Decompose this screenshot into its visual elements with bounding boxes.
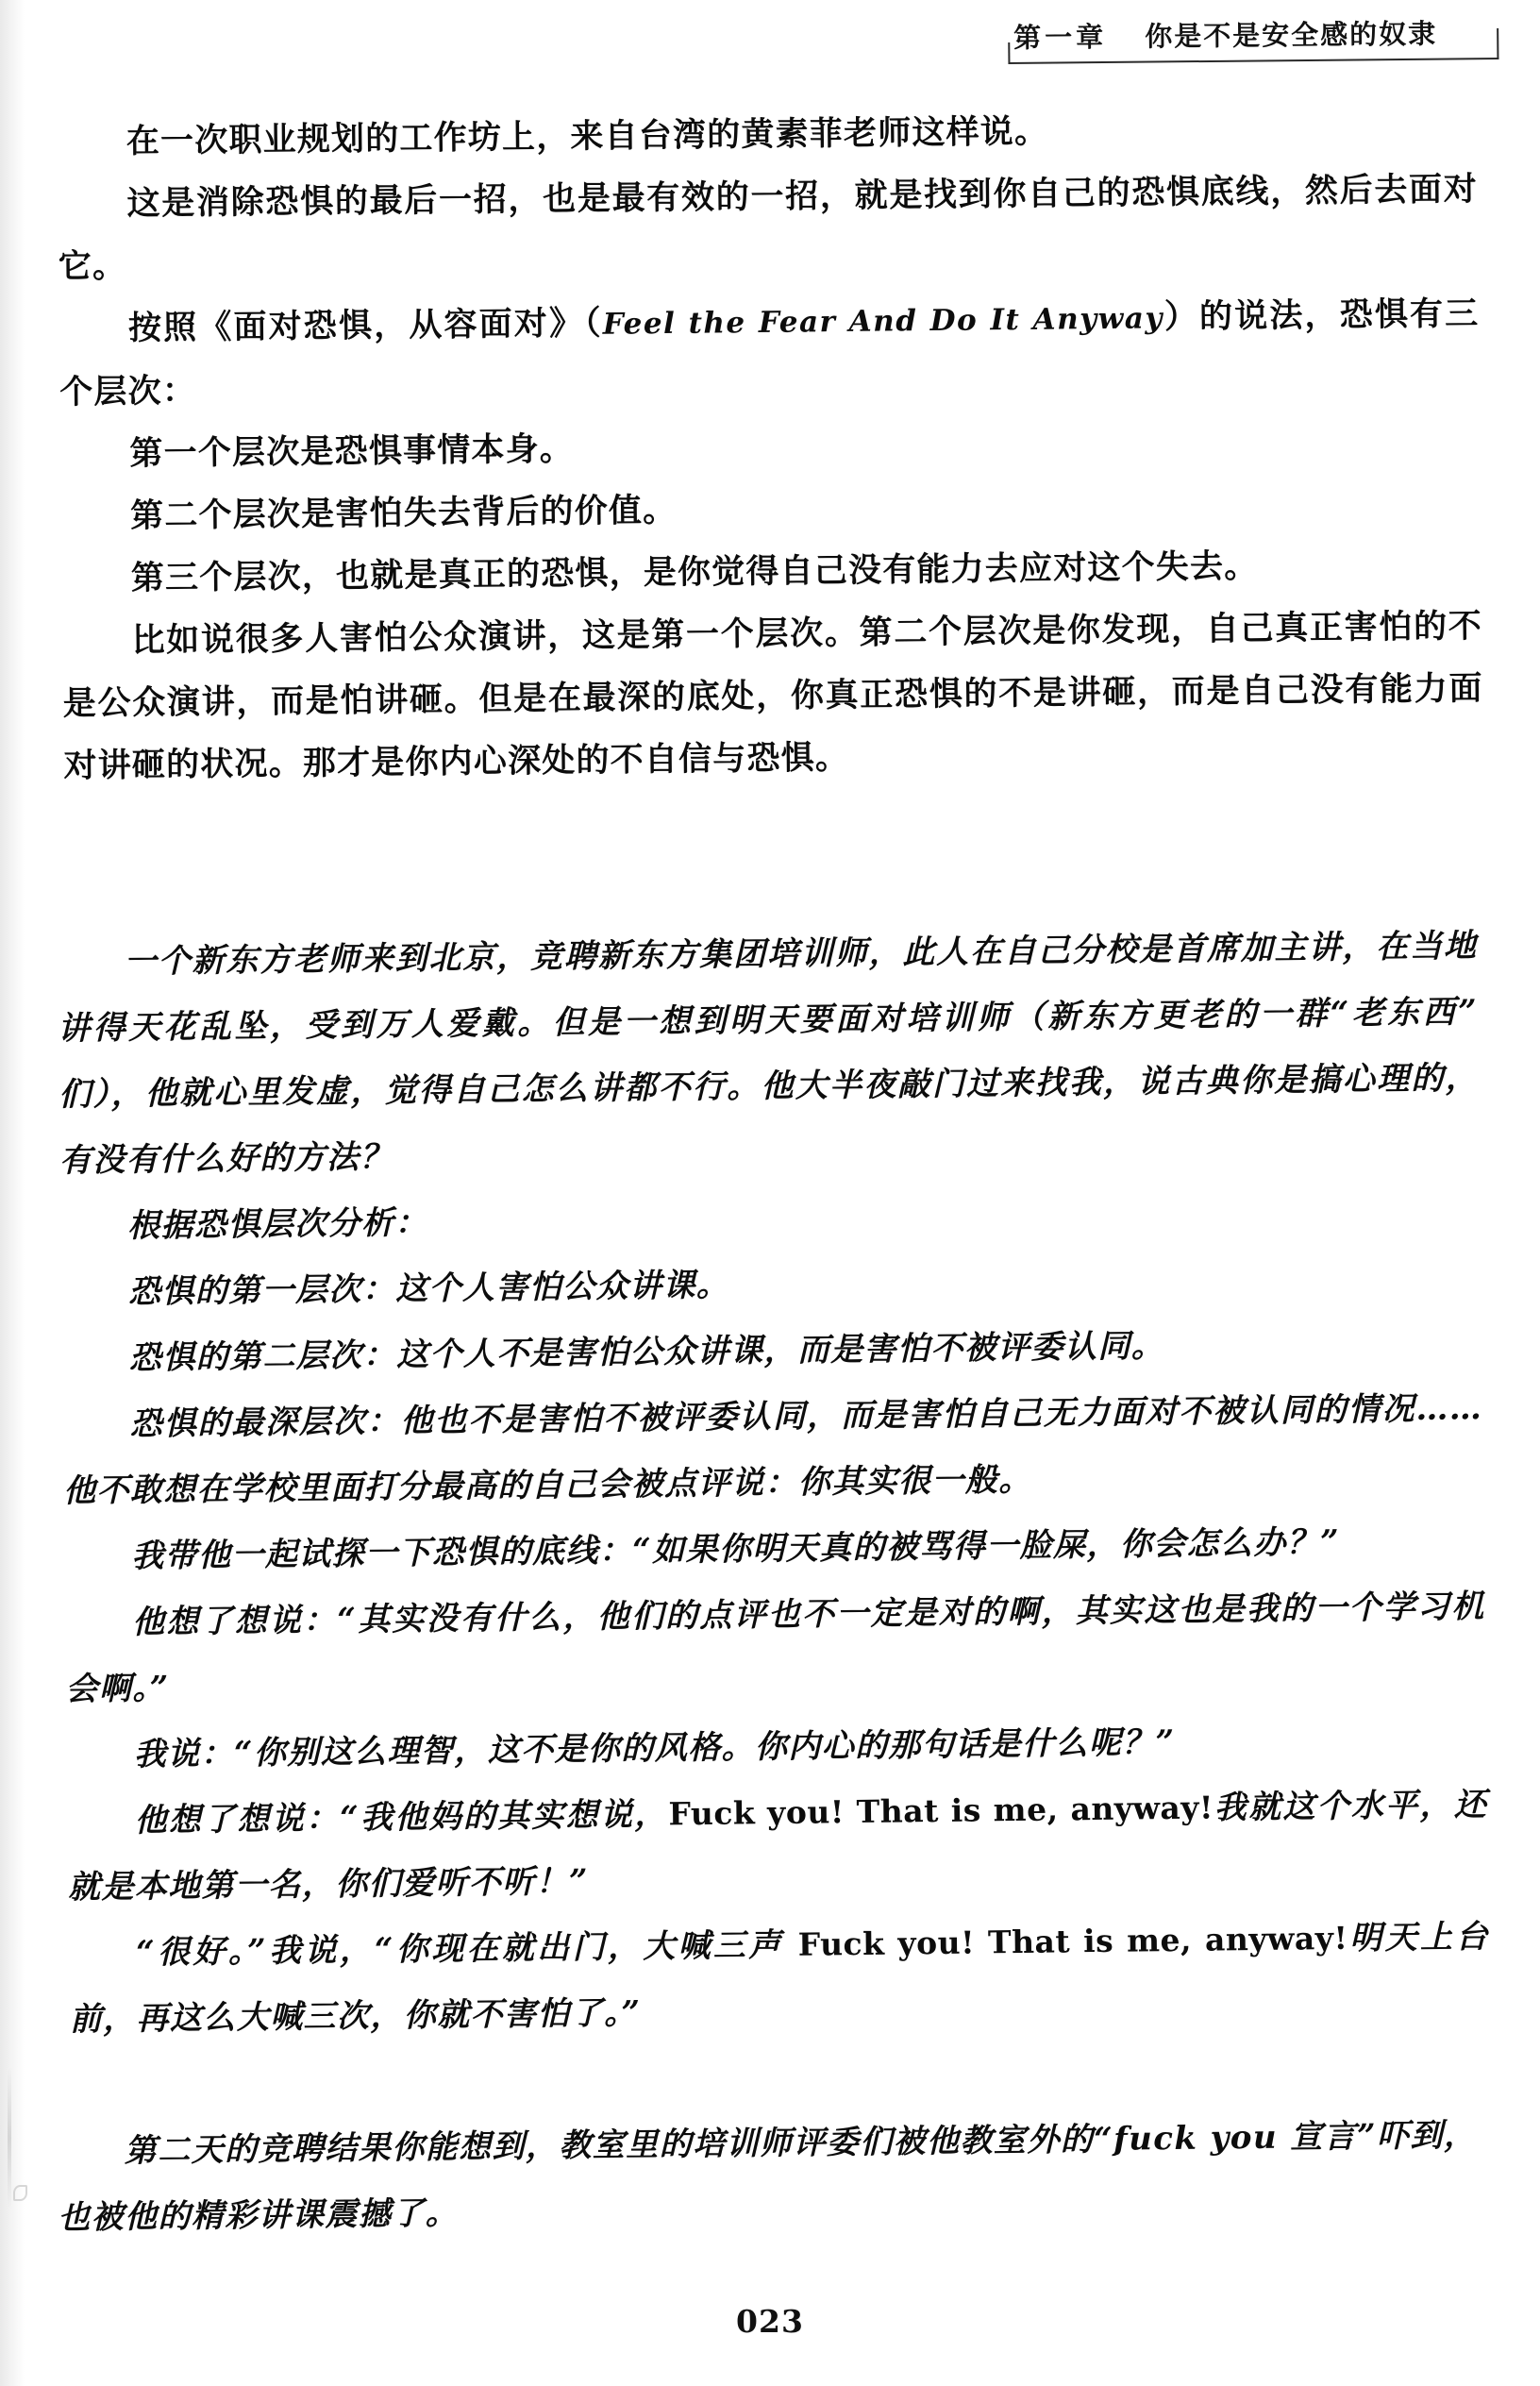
paragraph: 我说：“你别这么理智，这不是你的风格。你内心的那句话是什么呢？” [133,1722,1176,1774]
paragraph: 我带他一起试探一下恐惧的底线：“如果你明天真的被骂得一脸屎，你会怎么办？” [131,1522,1341,1576]
rule-bar [1008,58,1498,64]
rule-tick-right [1497,28,1498,59]
body-section-story [57,913,1490,2053]
paragraph: 在一次职业规划的工作坊上，来自台湾的黄素菲老师这样说。 [126,112,1049,161]
scan-streak-artifact [8,2067,11,2209]
paragraph: 第三个层次，也就是真正的恐惧，是你觉得自己没有能力去应对这个失去。 [130,547,1259,598]
paragraph: 这是消除恐惧的最后一招，也是最有效的一招，就是找到你自己的恐惧底线，然后去面对它。 [58,170,1479,286]
english-phrase: Fuck you! That is me, anyway! [797,1919,1348,1963]
running-head-text [1008,12,1498,56]
quote-suffix: ）的说法，恐惧有三个层次： [59,294,1480,412]
chapter-label: 第一章 [1013,20,1108,54]
english-phrase: Fuck you! That is me, anyway! [668,1789,1214,1833]
paragraph: 他想了想说：“其实没有什么，他们的点评也不一定是对的啊，其实这也是我的一个学习机会啊。” [65,1588,1485,1708]
paragraph: 第一个层次是恐惧事情本身。 [129,430,575,474]
running-head [1008,12,1499,89]
line-prefix: “很好。”我说，“你现在就出门，大喊三声 [136,1925,798,1973]
quote-prefix: 按照《面对恐惧，从容面对》（ [127,304,604,348]
rule-tick-left [1008,42,1010,64]
scan-edge-artifact [0,0,25,2386]
paragraph: 恐惧的第一层次：这个人害怕公众讲课。 [127,1266,730,1312]
paragraph: 第二个层次是害怕失去背后的价值。 [129,491,678,536]
line-suffix: 我就这个水平，还就是本地第一名，你们爱听不听！” [67,1786,1488,1907]
running-head-rule [1008,58,1498,89]
paragraph: 比如说很多人害怕公众演讲，这是第一个层次。第二个层次是你发现，自己真正害怕的不是公众演讲，而是怕讲砸。但是在最深的底处，你真正恐惧的不是讲砸，而是自己没有能力面对讲砸的状况。那才是你内心深处的不自信与恐惧。 [62,607,1483,785]
body-section-close [57,2102,1479,2251]
chapter-title: 你是不是安全感的奴隶 [1145,17,1438,53]
line-prefix: 他想了想说：“我他妈的其实想说， [134,1795,669,1840]
body-section-main [57,96,1484,798]
paragraph-english-2 [68,1904,1490,2053]
english-book-title: Feel the Fear And Do It Anyway [602,301,1164,342]
paragraph: 根据恐惧层次分析： [126,1203,428,1246]
paragraph: 恐惧的最深层次：他也不是害怕不被评委认同，而是害怕自己无力面对不被认同的情况……他不敢想在学校里面打分最高的自己会被点评说：你其实很一般。 [62,1389,1483,1510]
scan-speck-artifact [13,2185,27,2201]
paragraph: 一个新东方老师来到北京，竞聘新东方集团培训师，此人在自己分校是首席加主讲，在当地讲得天花乱坠，受到万人爱戴。但是一想到明天要面对培训师（新东方更老的一群“老东西”们），他就心里发虚，觉得自己怎么讲都不行。他大半夜敲门过来找我，说古典你是搞心理的，有没有什么好的方法？ [58,927,1480,1180]
paragraph-english-1 [67,1772,1489,1921]
paragraph-book-quote [59,283,1480,424]
paragraph: 第二天的竞聘结果你能想到，教室里的培训师评委们被他教室外的“fuck you 宣言”吓到，也被他的精彩讲课震撼了。 [58,2116,1478,2237]
paragraph: 恐惧的第二层次：这个人不是害怕公众讲课，而是害怕不被评委认同。 [128,1327,1165,1378]
page-number: 023 [736,2303,804,2340]
line-suffix: 明天上台前，再这么大喊三次，你就不害怕了。” [69,1918,1490,2039]
